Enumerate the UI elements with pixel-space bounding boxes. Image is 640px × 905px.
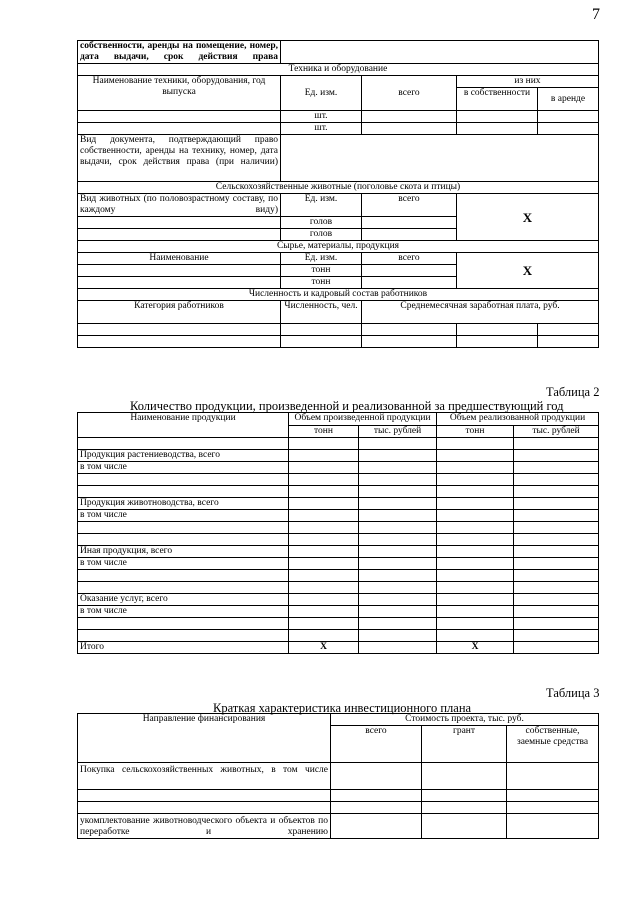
equipment-name-col: Наименование техники, оборудования, год выпуска	[78, 76, 281, 111]
product-name-col: Наименование продукции	[78, 413, 289, 438]
row-including: в том числе	[78, 606, 289, 618]
row-including: в том числе	[78, 462, 289, 474]
doc-equipment-text: Вид документа, подтверждающий право собственности, аренды на технику, номер, дата выдачи, срок действия права (при наличии)	[78, 135, 281, 182]
unit-head: голов	[281, 217, 362, 229]
row-total: Итого	[78, 642, 289, 654]
resources-table	[77, 40, 599, 348]
total-col: всего	[362, 194, 457, 217]
equipment-header: Техника и оборудование	[78, 64, 599, 76]
doc-property-text: собственности, аренды на помещение, номер, дата выдачи, срок действия права	[78, 41, 281, 64]
raw-header: Сырье, материалы, продукция	[78, 241, 599, 253]
production-table	[77, 412, 599, 654]
grant-col: грант	[422, 726, 507, 763]
row-crop: Продукция растениеводства, всего	[78, 450, 289, 462]
animals-header: Сельскохозяйственные животные (поголовье скота и птицы)	[78, 182, 599, 194]
tons-col: тонн	[437, 425, 514, 438]
total-col: всего	[331, 726, 422, 763]
owned-col: в собственности	[457, 88, 538, 111]
page-number: 7	[592, 6, 600, 23]
row-equip: укомплектование животноводческого объекта и объектов по переработке и хранению	[78, 814, 331, 839]
table3-title: Краткая характеристика инвестиционного плана	[213, 701, 472, 715]
direction-col: Направление финансирования	[78, 714, 331, 763]
unit-ton: тонн	[281, 265, 362, 277]
unit-sht: шт.	[281, 123, 362, 135]
x-mark: X	[457, 253, 599, 289]
staff-header: Численность и кадровый состав работников	[78, 289, 599, 301]
total-col: всего	[362, 76, 457, 111]
unit-col: Ед. изм.	[281, 194, 362, 217]
staff-salary-col: Среднемесячная заработная плата, руб.	[362, 301, 599, 324]
row-animals: Покупка сельскохозяйственных животных, в том числе	[78, 763, 331, 790]
tons-col: тонн	[289, 425, 359, 438]
row-including: в том числе	[78, 558, 289, 570]
unit-head: голов	[281, 229, 362, 241]
own-funds-col: собственные, заемные средства	[507, 726, 599, 763]
unit-col: Ед. изм.	[281, 253, 362, 265]
row-livestock: Продукция животноводства, всего	[78, 498, 289, 510]
thousand-rub-col: тыс. рублей	[514, 425, 599, 438]
unit-ton: тонн	[281, 277, 362, 289]
row-other: Иная продукция, всего	[78, 546, 289, 558]
staff-count-col: Численность, чел.	[281, 301, 362, 324]
unit-col: Ед. изм.	[281, 76, 362, 111]
animal-type-col: Вид животных (по половозрастному составу, по каждому виду)	[78, 194, 281, 217]
table2-label: Таблица 2	[546, 385, 600, 399]
produced-col: Объем произведенной продукции	[289, 413, 437, 426]
total-col: всего	[362, 253, 457, 265]
row-services: Оказание услуг, всего	[78, 594, 289, 606]
sold-col: Объем реализованной продукции	[437, 413, 599, 426]
rented-col: в аренде	[538, 88, 599, 111]
row-including: в том числе	[78, 510, 289, 522]
unit-sht: шт.	[281, 111, 362, 123]
name-col: Наименование	[78, 253, 281, 265]
x-mark: X	[437, 642, 514, 654]
staff-category-col: Категория работников	[78, 301, 281, 324]
x-mark: X	[289, 642, 359, 654]
of-them-col: из них	[457, 76, 599, 88]
x-mark: X	[457, 194, 599, 241]
cost-col: Стоимость проекта, тыс. руб.	[331, 714, 599, 726]
investment-table	[77, 713, 599, 839]
table3-label: Таблица 3	[546, 686, 600, 700]
thousand-rub-col: тыс. рублей	[359, 425, 437, 438]
table2-title: Количество продукции, произведенной и реализованной за предшествующий год	[130, 399, 564, 413]
